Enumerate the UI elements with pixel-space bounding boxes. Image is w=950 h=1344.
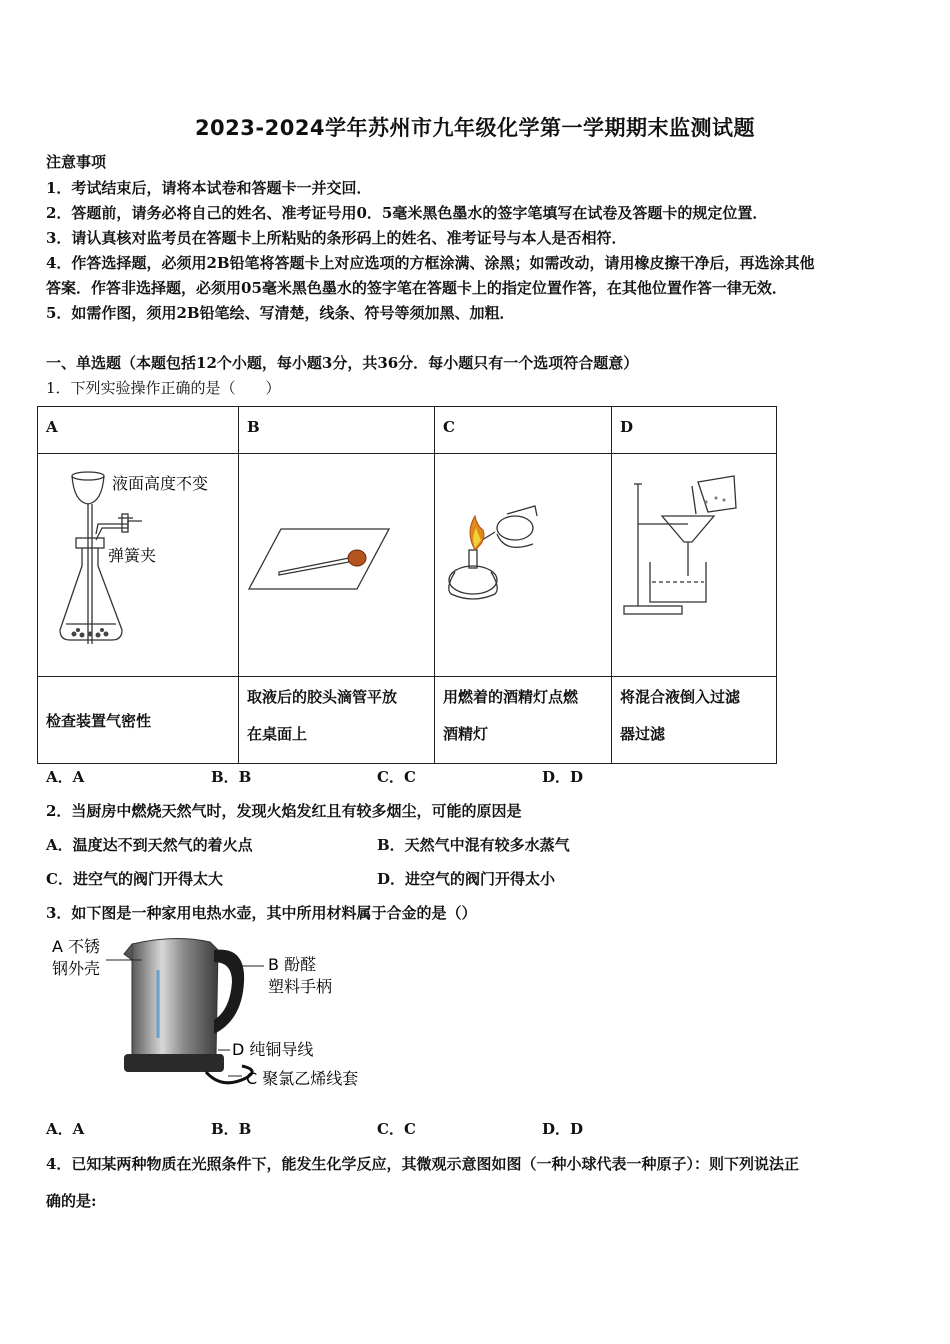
label-spring-clamp: 弹簧夹 (108, 546, 157, 565)
q1-caption-a: 检查装置气密性 (38, 677, 239, 764)
notice-item: 4．作答选择题，必须用2B铅笔将答题卡上对应选项的方框涂满、涂黑；如需改动，请用橡皮擦干净后，再选涂其他 (46, 254, 815, 272)
q1-caption-b: 取液后的胶头滴管平放 在桌面上 (239, 677, 435, 764)
q3-option-d[interactable]: D．D (542, 1120, 584, 1138)
q3-option-c[interactable]: C．C (377, 1120, 416, 1138)
section-heading: 一、单选题（本题包括12个小题，每小题3分，共36分．每小题只有一个选项符合题意） (46, 354, 639, 372)
label-pvc-sleeve: C 聚氯乙烯线套 (246, 1069, 359, 1088)
q1-caption-d: 将混合液倒入过滤 器过滤 (612, 677, 777, 764)
electric-kettle-image (46, 930, 386, 1095)
q1-stem: 1．下列实验操作正确的是（ ） (46, 379, 281, 397)
q1-option-b[interactable]: B．B (211, 768, 252, 786)
q2-option-c[interactable]: C．进空气的阀门开得太大 (46, 870, 223, 888)
label-liquid-level: 液面高度不变 (112, 474, 209, 493)
q4-stem-line1: 4．已知某两种物质在光照条件下，能发生化学反应，其微观示意图如图（一种小球代表一种原子）：则下列说法正 (46, 1155, 799, 1173)
label-stainless-steel: A 不锈 (52, 937, 101, 956)
notice-item: 5．如需作图，须用2B铅笔绘、写清楚，线条、符号等须加黑、加粗． (46, 304, 515, 322)
q2-stem: 2．当厨房中燃烧天然气时，发现火焰发红且有较多烟尘，可能的原因是 (46, 802, 522, 820)
q1-header-a: A (38, 407, 239, 454)
q1-caption-c: 用燃着的酒精灯点燃 酒精灯 (435, 677, 612, 764)
q1-header-c: C (435, 407, 612, 454)
label-plastic-handle: 塑料手柄 (268, 977, 333, 996)
q2-option-b[interactable]: B．天然气中混有较多水蒸气 (377, 836, 570, 854)
q1-option-c[interactable]: C．C (377, 768, 416, 786)
page-title: 2023-2024学年苏州市九年级化学第一学期期末监测试题 (194, 116, 756, 140)
q1-header-d: D (612, 407, 777, 454)
q1-image-a (38, 454, 239, 677)
notice-item: 1．考试结束后，请将本试卷和答题卡一并交回． (46, 179, 372, 197)
q3-option-a[interactable]: A．A (46, 1120, 85, 1138)
q1-option-d[interactable]: D．D (542, 768, 584, 786)
label-stainless-steel-shell: 钢外壳 (52, 959, 101, 978)
label-phenolic: B 酚醛 (268, 955, 317, 974)
q4-stem-line2: 确的是: (46, 1192, 97, 1210)
q2-option-d[interactable]: D．进空气的阀门开得太小 (377, 870, 556, 888)
q1-table (37, 406, 777, 764)
alcohol-lamp-image (435, 454, 611, 676)
q3-stem: 3．如下图是一种家用电热水壶，其中所用材料属于合金的是（） (46, 904, 477, 922)
notice-heading: 注意事项 (46, 153, 107, 171)
notice-item: 3．请认真核对监考员在答题卡上所粘贴的条形码上的姓名、准考证号与本人是否相符． (46, 229, 627, 247)
q2-option-a[interactable]: A．温度达不到天然气的着火点 (46, 836, 253, 854)
filtration-image (612, 454, 776, 676)
q1-option-a[interactable]: A．A (46, 768, 85, 786)
q3-option-b[interactable]: B．B (211, 1120, 252, 1138)
q1-image-c (435, 454, 612, 677)
notice-item: 答案．作答非选择题，必须用05毫米黑色墨水的签字笔在答题卡上的指定位置作答，在其他位置作答一律无效． (46, 279, 787, 297)
notice-item: 2．答题前，请务必将自己的姓名、准考证号用0．5毫米黑色墨水的签字笔填写在试卷及答题卡的规定位置． (46, 204, 768, 222)
q1-image-d (612, 454, 777, 677)
label-copper-wire: D 纯铜导线 (232, 1040, 314, 1059)
q1-image-b (239, 454, 435, 677)
q1-header-b: B (239, 407, 435, 454)
airtightness-apparatus-image (38, 454, 238, 676)
dropper-on-table-image (239, 454, 434, 676)
